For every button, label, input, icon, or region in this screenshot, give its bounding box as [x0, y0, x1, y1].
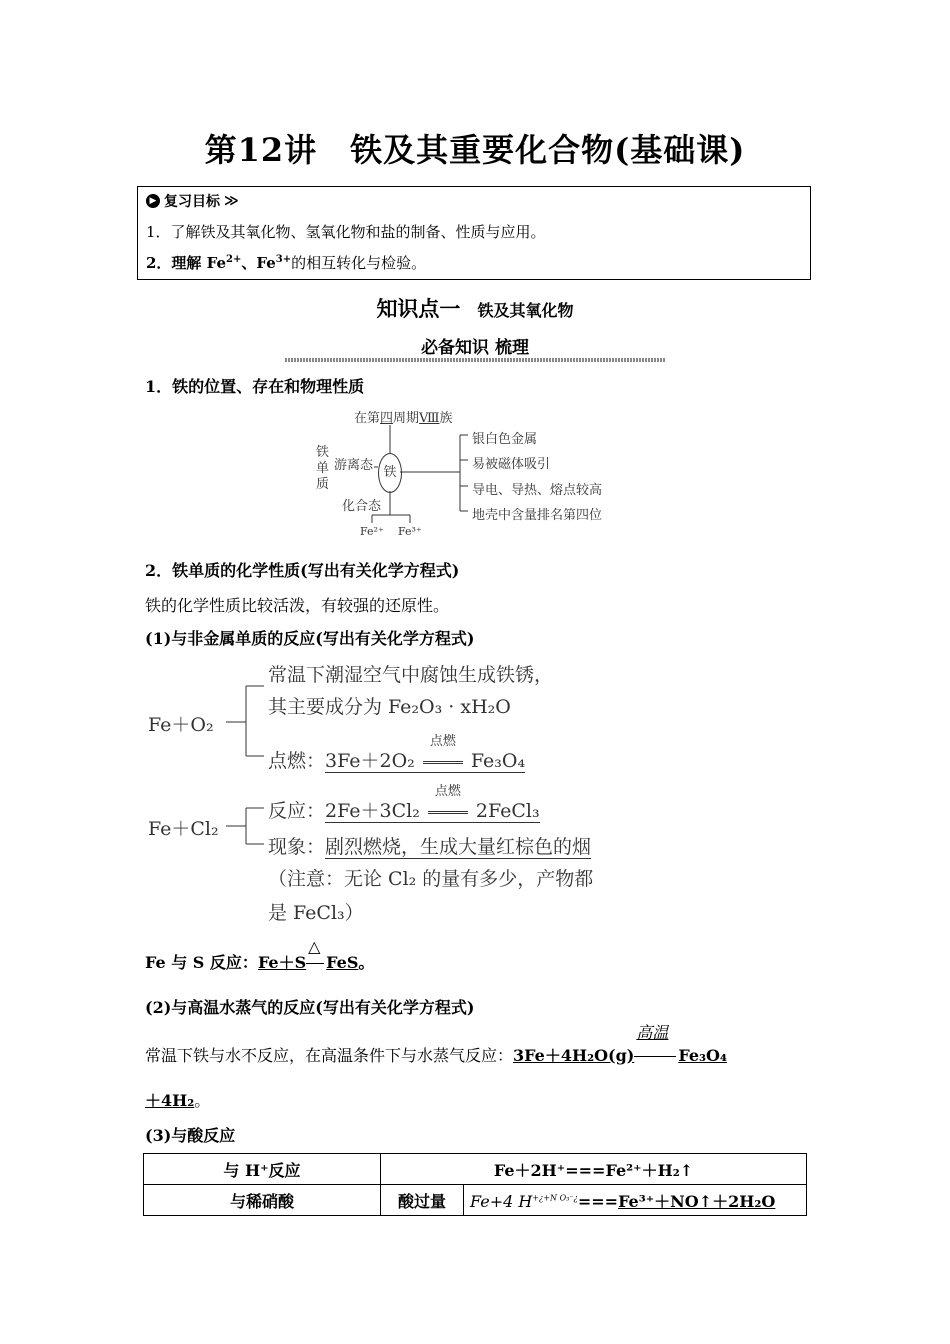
table-cell-label: 与稀硝酸 — [144, 1185, 381, 1216]
fe-o2-bracket — [148, 656, 278, 776]
iron-center-node: 铁 — [378, 453, 402, 493]
steam-reaction: 常温下铁与水不反应，在高温条件下与水蒸气反应：3Fe＋4H₂O(g) 高温 Fe₃O₄ — [145, 1023, 727, 1065]
goal-item-2: 2．理解 $Fe^{2+}$、$Fe^{3+}$的相互转化与检验。 — [146, 254, 427, 272]
fe-cl2-left: Fe＋Cl₂ — [148, 818, 219, 840]
fe-o2-diagram — [148, 656, 628, 776]
fe-o2-line1: 常温下潮湿空气中腐蚀生成铁锈， — [268, 664, 554, 686]
fe-o2-left: Fe＋O₂ — [148, 714, 214, 736]
heading-2-3: (3)与酸反应 — [145, 1126, 236, 1145]
table-cell-equation: Fe+4 $H^{+¿+N O_3^-¿}===Fe^{3+}+NO↑+2H_2O$ — [464, 1185, 807, 1216]
section-topic: 铁及其氧化物 — [477, 301, 574, 320]
fe-cl2-bracket — [148, 790, 278, 870]
heading-2-2: (2)与高温水蒸气的反应(写出有关化学方程式) — [145, 998, 475, 1017]
fe-cl2-diagram — [148, 784, 628, 930]
fe-cl2-note-2: 是 FeCl₃） — [268, 902, 364, 924]
property-3: 导电、导热、熔点较高 — [472, 483, 603, 498]
section-heading — [0, 293, 950, 323]
fe3-ion: Fe³⁺ — [398, 525, 422, 538]
position-text: 在第四周期Ⅷ族 — [354, 411, 453, 426]
goals-heading-text: 复习目标 — [164, 194, 220, 210]
section-number: 知识点一 — [376, 297, 461, 321]
table-cell-label: 与 H⁺反应 — [144, 1154, 381, 1185]
subsection-divider — [285, 358, 665, 362]
subsection-heading: 必备知识 梳理 — [421, 338, 529, 358]
table-row — [144, 1185, 807, 1216]
fe-cl2-note-1: （注意：无论 Cl₂ 的量有多少，产物都 — [268, 868, 594, 890]
heading-2: 2．铁单质的化学性质(写出有关化学方程式) — [145, 561, 460, 580]
double-chevron-icon: ≫ — [224, 193, 239, 209]
play-icon: ▶ — [146, 194, 160, 208]
fe2-ion: Fe²⁺ — [360, 525, 384, 538]
fe-s-reaction: Fe 与 S 反应：Fe＋S △ FeS。 — [145, 937, 375, 972]
combined-state-label: 化合态 — [342, 499, 382, 514]
fe-o2-line3: 点燃：3Fe＋2O₂ 点燃 Fe₃O₄ — [268, 734, 526, 772]
fe-o2-line2: 其主要成分为 Fe₂O₃ · xH₂O — [268, 696, 511, 718]
diagram-connector-lines — [310, 405, 650, 545]
table-cell-equation: Fe＋2H⁺===Fe²⁺＋H₂↑ — [381, 1154, 807, 1185]
property-1: 银白色金属 — [472, 432, 538, 447]
paragraph-2: 铁的化学性质比较活泼，有较强的还原性。 — [145, 596, 450, 615]
fe-cl2-phenomenon: 现象：剧烈燃烧，生成大量红棕色的烟 — [268, 836, 592, 858]
fe-cl2-reaction: 反应：2Fe＋3Cl₂ 点燃 2FeCl₃ — [268, 784, 540, 822]
goals-heading — [146, 191, 239, 211]
free-state-label: 游离态 — [334, 458, 374, 473]
table-row — [144, 1154, 807, 1185]
property-2: 易被磁体吸引 — [472, 457, 551, 472]
iron-element-vertical: 铁单质 — [316, 445, 330, 492]
review-goals-box — [137, 186, 811, 280]
iron-properties-diagram — [310, 405, 650, 545]
table-cell-subcondition: 酸过量 — [381, 1185, 464, 1216]
steam-reaction-cont: ＋4H₂。 — [145, 1091, 211, 1110]
heading-1: 1．铁的位置、存在和物理性质 — [145, 377, 365, 396]
acid-reaction-table — [143, 1153, 807, 1216]
page-title: 第12讲 铁及其重要化合物(基础课) — [204, 131, 746, 169]
heading-2-1: (1)与非金属单质的反应(写出有关化学方程式) — [145, 629, 475, 648]
goal-item-1: 1．了解铁及其氧化物、氢氧化物和盐的制备、性质与应用。 — [146, 223, 546, 241]
property-4: 地壳中含量排名第四位 — [472, 508, 603, 523]
